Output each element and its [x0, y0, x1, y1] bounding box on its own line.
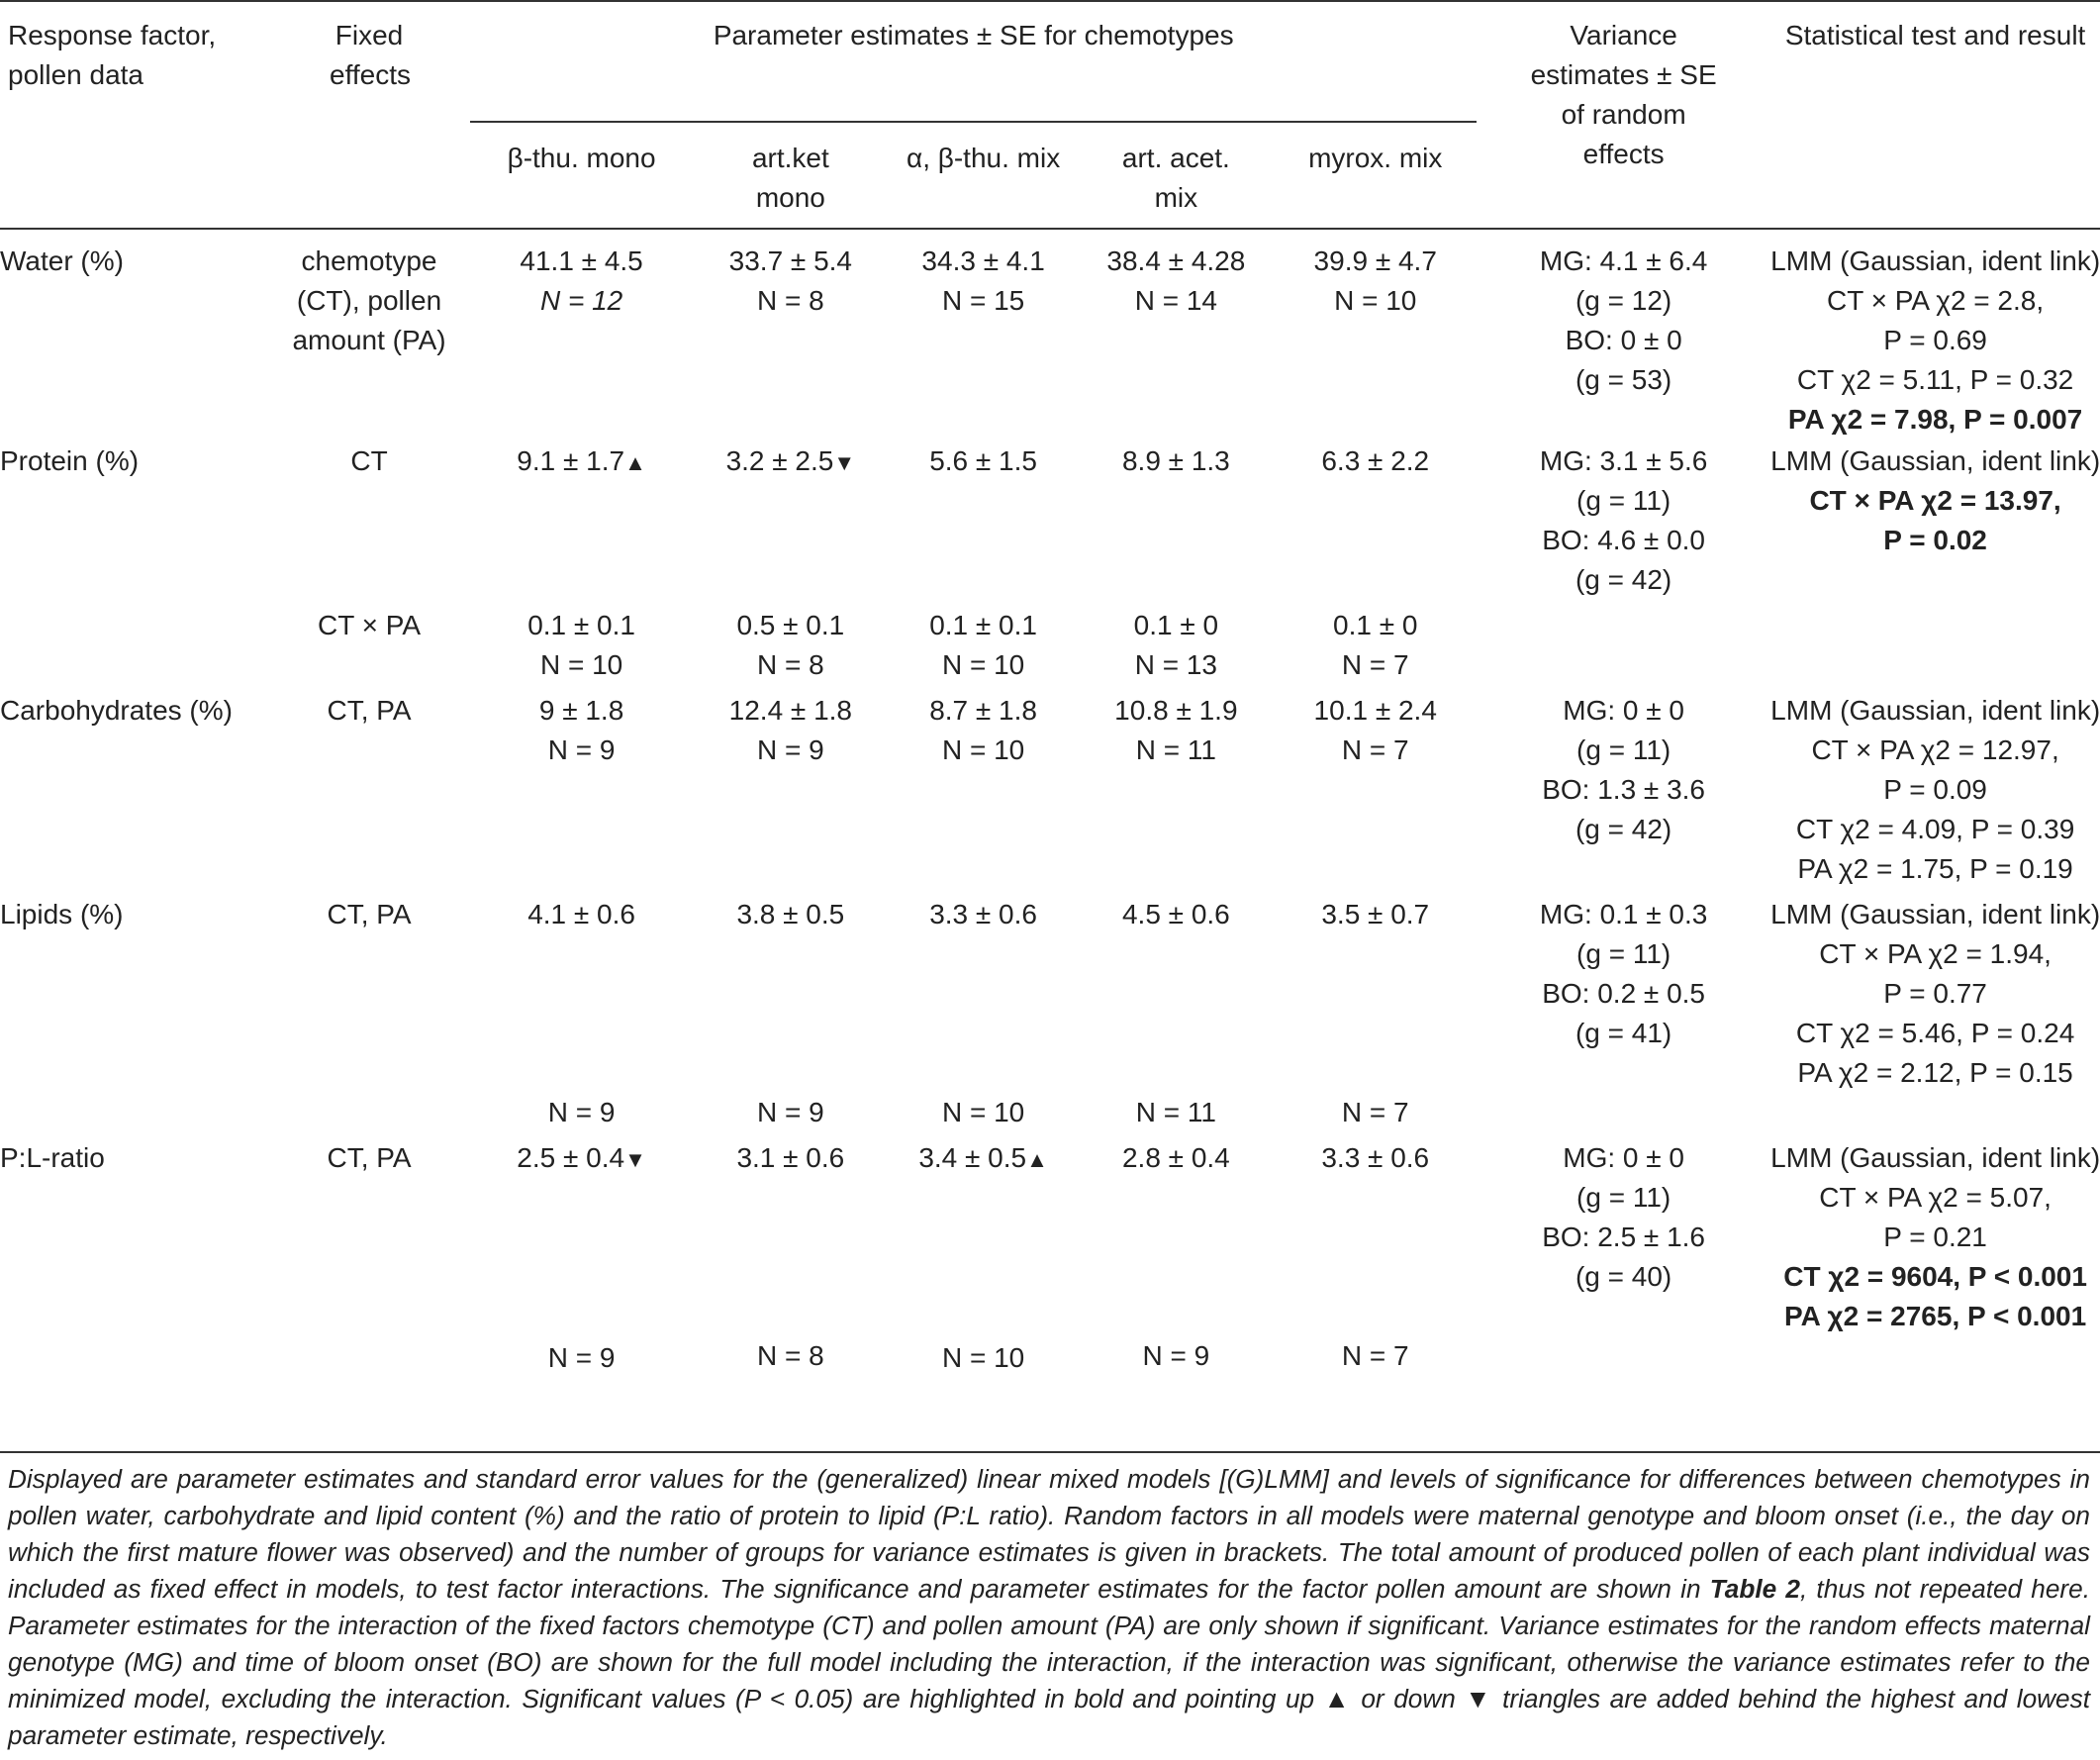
- row-label-water: Water (%): [0, 245, 124, 276]
- table-row-protein-interaction: [0, 600, 2100, 685]
- fixed-effects-protein: CT: [350, 445, 388, 476]
- estimate-cell: 3.3 ± 0.6 N = 10: [929, 899, 1037, 1127]
- table-row-carbohydrates: [0, 685, 2100, 889]
- down-triangle-icon: ▼: [624, 1147, 646, 1172]
- header-chemotype-1: β-thu. mono: [507, 143, 656, 173]
- fixed-effects-lipids: CT, PA: [327, 899, 412, 929]
- stat-cell-carbohydrates: LMM (Gaussian, ident link) CT × PA χ2 = 12.97, P = 0.09 CT χ2 = 4.09, P = 0.39 PA χ2 = 1.75, P = 0.19: [1770, 695, 2100, 884]
- estimate-cell: 3.1 ± 0.6 N = 8: [736, 1142, 845, 1371]
- fixed-effects-carbohydrates: CT, PA: [327, 695, 412, 726]
- header-fixed-effects: Fixed effects: [330, 20, 411, 90]
- estimate-cell: 3.8 ± 0.5 N = 9: [736, 899, 845, 1127]
- estimate-cell: 0.1 ± 0 N = 13: [1133, 610, 1219, 680]
- row-label-pl-ratio: P:L-ratio: [0, 1142, 105, 1173]
- estimate-cell: 10.1 ± 2.4 N = 7: [1313, 695, 1437, 765]
- estimate-cell: 12.4 ± 1.8 N = 9: [728, 695, 853, 765]
- table-2-reference[interactable]: Table 2: [1709, 1574, 1800, 1604]
- estimate-cell: 6.3 ± 2.2: [1321, 445, 1430, 476]
- estimate-cell: 9.1 ± 1.7▲: [517, 445, 646, 476]
- estimate-cell: 9 ± 1.8 N = 9: [538, 695, 624, 765]
- estimate-cell: 8.9 ± 1.3: [1121, 445, 1230, 476]
- table-row-pl-ratio: [0, 1132, 2100, 1378]
- estimate-cell: 34.3 ± 4.1 N = 15: [921, 245, 1045, 316]
- variance-cell-water: MG: 4.1 ± 6.4 (g = 12) BO: 0 ± 0 (g = 53): [1539, 245, 1708, 395]
- header-variance: Variance estimates ± SE of random effects: [1530, 20, 1717, 169]
- fixed-effects-pl-ratio: CT, PA: [327, 1142, 412, 1173]
- estimate-cell: 8.7 ± 1.8 N = 10: [929, 695, 1037, 765]
- variance-cell-pl-ratio: MG: 0 ± 0 (g = 11) BO: 2.5 ± 1.6 (g = 40): [1542, 1142, 1706, 1292]
- header-chemotype-2: art.ket mono: [751, 143, 829, 213]
- estimate-cell: 2.8 ± 0.4 N = 9: [1121, 1142, 1230, 1371]
- fixed-effects-water: chemotype (CT), pollen amount (PA): [292, 245, 446, 355]
- table-row-lipids: [0, 889, 2100, 1132]
- estimate-cell: 3.3 ± 0.6 N = 7: [1321, 1142, 1430, 1371]
- variance-cell-protein: MG: 3.1 ± 5.6 (g = 11) BO: 4.6 ± 0.0 (g = 42): [1539, 445, 1708, 595]
- estimate-cell: 3.4 ± 0.5▲ N = 10: [918, 1142, 1048, 1373]
- header-response-factor: Response factor, pollen data: [8, 20, 217, 90]
- estimate-cell: 41.1 ± 4.5 N = 12: [520, 245, 643, 316]
- variance-cell-carbohydrates: MG: 0 ± 0 (g = 11) BO: 1.3 ± 3.6 (g = 42): [1542, 695, 1706, 844]
- fixed-effects-interaction: CT × PA: [318, 610, 422, 640]
- table-row-protein: [0, 440, 2100, 600]
- estimate-cell: 5.6 ± 1.5: [929, 445, 1037, 476]
- estimate-cell: 4.5 ± 0.6 N = 11: [1121, 899, 1230, 1127]
- estimate-cell: 10.8 ± 1.9 N = 11: [1114, 695, 1238, 765]
- estimate-cell: 33.7 ± 5.4 N = 8: [728, 245, 853, 316]
- header-chemotype-3: α, β-thu. mix: [907, 143, 1061, 173]
- stat-cell-protein: LMM (Gaussian, ident link) CT × PA χ2 = 13.97, P = 0.02: [1770, 445, 2100, 555]
- estimate-cell: 3.5 ± 0.7 N = 7: [1321, 899, 1430, 1127]
- estimate-cell: 0.5 ± 0.1 N = 8: [736, 610, 845, 680]
- header-chemotype-5: myrox. mix: [1308, 143, 1443, 173]
- header-parameter-estimates: Parameter estimates ± SE for chemotypes: [470, 1, 1477, 122]
- table-row-water: [0, 229, 2100, 440]
- up-triangle-icon: ▲: [1026, 1147, 1048, 1172]
- estimate-cell: 38.4 ± 4.28 N = 14: [1106, 245, 1246, 316]
- estimate-cell: 0.1 ± 0 N = 7: [1333, 610, 1418, 680]
- up-triangle-icon: ▲: [624, 450, 646, 475]
- estimate-cell: 2.5 ± 0.4▼ N = 9: [517, 1142, 646, 1373]
- header-chemotype-4: art. acet. mix: [1121, 143, 1230, 213]
- estimate-cell: 0.1 ± 0.1 N = 10: [527, 610, 635, 680]
- estimate-cell: 3.2 ± 2.5▼: [725, 445, 856, 476]
- table-footnote: Displayed are parameter estimates and standard error values for the (generalized) linear mixed models [(G)LMM] and levels of significance for differences between chemotypes in pollen water, carbohydrate and lipid content (%) and the ratio of protein to lipid (P:L ratio). Random factors in all models were maternal genotype and bloom onset (i.e., the day on which the first mature flower was observed) and the number of groups for variance estimates is given in brackets. The total amount of produced pollen of each plant individual was included as fixed effect in models, to test factor interactions. The significance and parameter estimates for the factor pollen amount are shown in Table 2, thus not repeated here. Parameter estimates for the interaction of the fixed factors chemotype (CT) and pollen amount (PA) are only shown if significant. Variance estimates for the random effects maternal genotype (MG) and time of bloom onset (BO) are shown for the full model including the interaction, if the interaction was significant, otherwise the variance estimates refer to the minimized model, excluding the interaction. Significant values (P < 0.05) are highlighted in bold and pointing up ▲ or down ▼ triangles are added behind the highest and lowest parameter estimate, respectively.: [8, 1464, 2090, 1750]
- down-triangle-icon: ▼: [833, 450, 856, 475]
- row-label-protein: Protein (%): [0, 445, 140, 476]
- variance-cell-lipids: MG: 0.1 ± 0.3 (g = 11) BO: 0.2 ± 0.5 (g = 41): [1539, 899, 1708, 1048]
- stat-cell-water: LMM (Gaussian, ident link) CT × PA χ2 = 2.8, P = 0.69 CT χ2 = 5.11, P = 0.32 PA χ2 = 7.98, P = 0.007: [1770, 245, 2100, 435]
- header-statistical-test: Statistical test and result: [1784, 20, 2086, 50]
- stat-cell-lipids: LMM (Gaussian, ident link) CT × PA χ2 = 1.94, P = 0.77 CT χ2 = 5.46, P = 0.24 PA χ2 = 2.12, P = 0.15: [1770, 899, 2100, 1088]
- estimate-cell: 0.1 ± 0.1 N = 10: [929, 610, 1037, 680]
- stat-cell-pl-ratio: LMM (Gaussian, ident link) CT × PA χ2 = 5.07, P = 0.21 CT χ2 = 9604, P < 0.001 PA χ2 = 2765, P < 0.001: [1770, 1142, 2100, 1331]
- row-label-carbohydrates: Carbohydrates (%): [0, 695, 233, 726]
- row-label-lipids: Lipids (%): [0, 899, 124, 929]
- estimate-cell: 4.1 ± 0.6 N = 9: [527, 899, 635, 1127]
- table-bottom-rule: [0, 1451, 2100, 1453]
- estimate-cell: 39.9 ± 4.7 N = 10: [1313, 245, 1437, 316]
